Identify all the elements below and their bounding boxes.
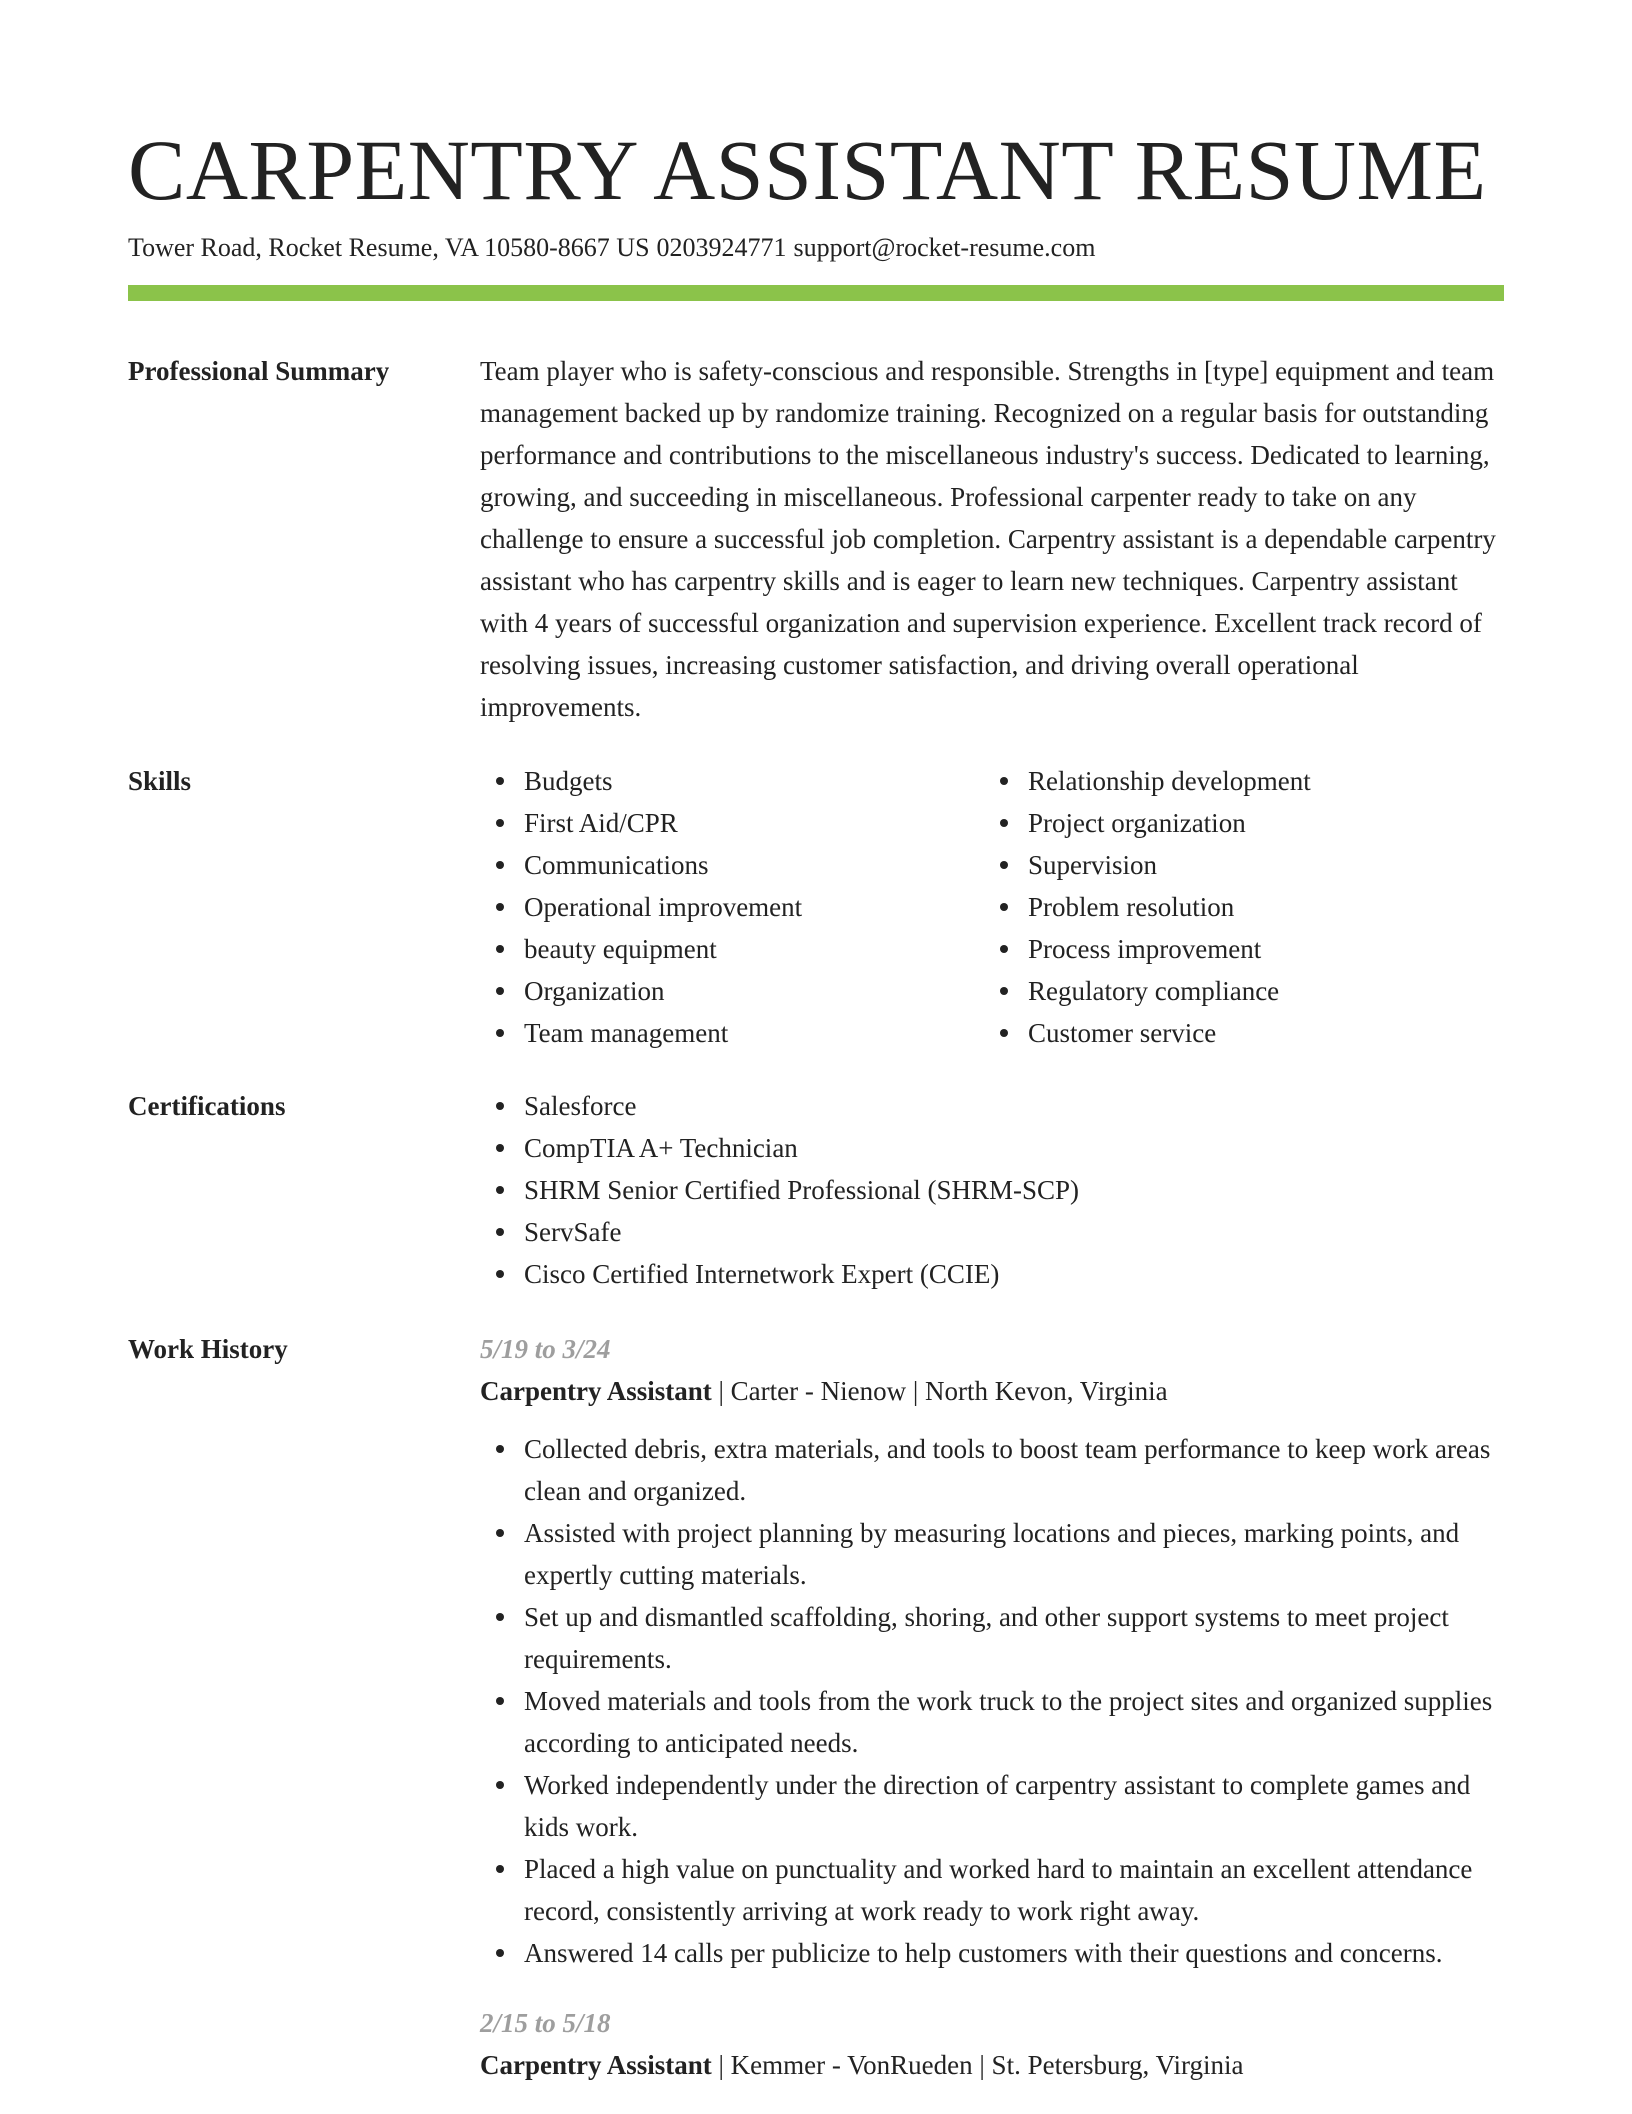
- job-duty-item: Worked independently under the direction of carpentry assistant to complete games and kids work.: [480, 1764, 1504, 1848]
- skill-item: Project organization: [984, 802, 1488, 844]
- skill-item: Communications: [480, 844, 984, 886]
- job-heading: Carpentry Assistant | Kemmer - VonRueden | St. Petersburg, Virginia: [480, 2050, 1244, 2080]
- summary-body: [480, 350, 1504, 728]
- skills-body: [480, 760, 1504, 1054]
- skill-item: beauty equipment: [480, 928, 984, 970]
- job-duty-item: Answered 14 calls per publicize to help customers with their questions and concerns.: [480, 1932, 1504, 1974]
- job-location: North Kevon, Virginia: [925, 1376, 1168, 1406]
- job-title: Carpentry Assistant: [480, 2050, 712, 2080]
- contact-phone: 0203924771: [656, 233, 787, 262]
- certification-item: CompTIA A+ Technician: [480, 1127, 1504, 1169]
- section-label-work-history: Work History: [128, 1334, 288, 1364]
- contact-address: Tower Road, Rocket Resume, VA 10580-8667 US: [128, 233, 650, 262]
- section-label-skills: Skills: [128, 766, 192, 796]
- skills-list-right: [984, 760, 1488, 1054]
- skill-item: First Aid/CPR: [480, 802, 984, 844]
- job-company: Kemmer - VonRueden: [730, 2050, 973, 2080]
- job-duty-item: Moved materials and tools from the work truck to the project sites and organized supplies according to anticipated needs.: [480, 1680, 1504, 1764]
- job-duty-item: Placed a high value on punctuality and worked hard to maintain an excellent attendance record, consistently arriving at work ready to work right away.: [480, 1848, 1504, 1932]
- skill-item: Problem resolution: [984, 886, 1488, 928]
- job-entry: [480, 2002, 1504, 2086]
- job-dates: 2/15 to 5/18: [480, 2008, 611, 2038]
- skill-item: Organization: [480, 970, 984, 1012]
- skill-item: Customer service: [984, 1012, 1488, 1054]
- skill-item: Relationship development: [984, 760, 1488, 802]
- skill-item: Supervision: [984, 844, 1488, 886]
- skill-item: Regulatory compliance: [984, 970, 1488, 1012]
- job-duty-item: Set up and dismantled scaffolding, shoring, and other support systems to meet project requirements.: [480, 1596, 1504, 1680]
- certifications-body: [480, 1085, 1504, 1295]
- skill-item: Operational improvement: [480, 886, 984, 928]
- skill-item: Team management: [480, 1012, 984, 1054]
- contact-line: [128, 230, 1095, 266]
- certification-item: Cisco Certified Internetwork Expert (CCIE): [480, 1253, 1504, 1295]
- summary-text: Team player who is safety-conscious and responsible. Strengths in [type] equipment and team management backed up by randomize training. Recognized on a regular basis for outstanding performance and contributions to the miscellaneous industry's success. Dedicated to learning, growing, and succeeding in miscellaneous. Professional carpenter ready to take on any challenge to ensure a successful job completion. Carpentry assistant is a dependable carpentry assistant who has carpentry skills and is eager to learn new techniques. Carpentry assistant with 4 years of successful organization and supervision experience. Excellent track record of resolving issues, increasing customer satisfaction, and driving overall operational improvements.: [480, 356, 1496, 722]
- work-history-body: [480, 1328, 1504, 2114]
- skills-list-left: [480, 760, 984, 1054]
- job-entry: [480, 1328, 1504, 1974]
- skill-item: Budgets: [480, 760, 984, 802]
- section-label-summary: Professional Summary: [128, 356, 390, 386]
- certification-item: Salesforce: [480, 1085, 1504, 1127]
- resume-title: CARPENTRY ASSISTANT RESUME: [128, 122, 1487, 218]
- certification-item: SHRM Senior Certified Professional (SHRM-SCP): [480, 1169, 1504, 1211]
- certifications-list: [480, 1085, 1504, 1295]
- contact-email: support@rocket-resume.com: [793, 233, 1096, 262]
- job-title: Carpentry Assistant: [480, 1376, 712, 1406]
- header-divider: [128, 285, 1504, 301]
- job-company: Carter - Nienow: [730, 1376, 907, 1406]
- job-duty-item: Collected debris, extra materials, and tools to boost team performance to keep work areas clean and organized.: [480, 1428, 1504, 1512]
- job-dates: 5/19 to 3/24: [480, 1334, 611, 1364]
- job-duties: [480, 1428, 1504, 1974]
- certification-item: ServSafe: [480, 1211, 1504, 1253]
- job-location: St. Petersburg, Virginia: [991, 2050, 1244, 2080]
- job-heading: Carpentry Assistant | Carter - Nienow | North Kevon, Virginia: [480, 1376, 1168, 1406]
- section-label-certifications: Certifications: [128, 1091, 286, 1121]
- job-duty-item: Assisted with project planning by measuring locations and pieces, marking points, and expertly cutting materials.: [480, 1512, 1504, 1596]
- skill-item: Process improvement: [984, 928, 1488, 970]
